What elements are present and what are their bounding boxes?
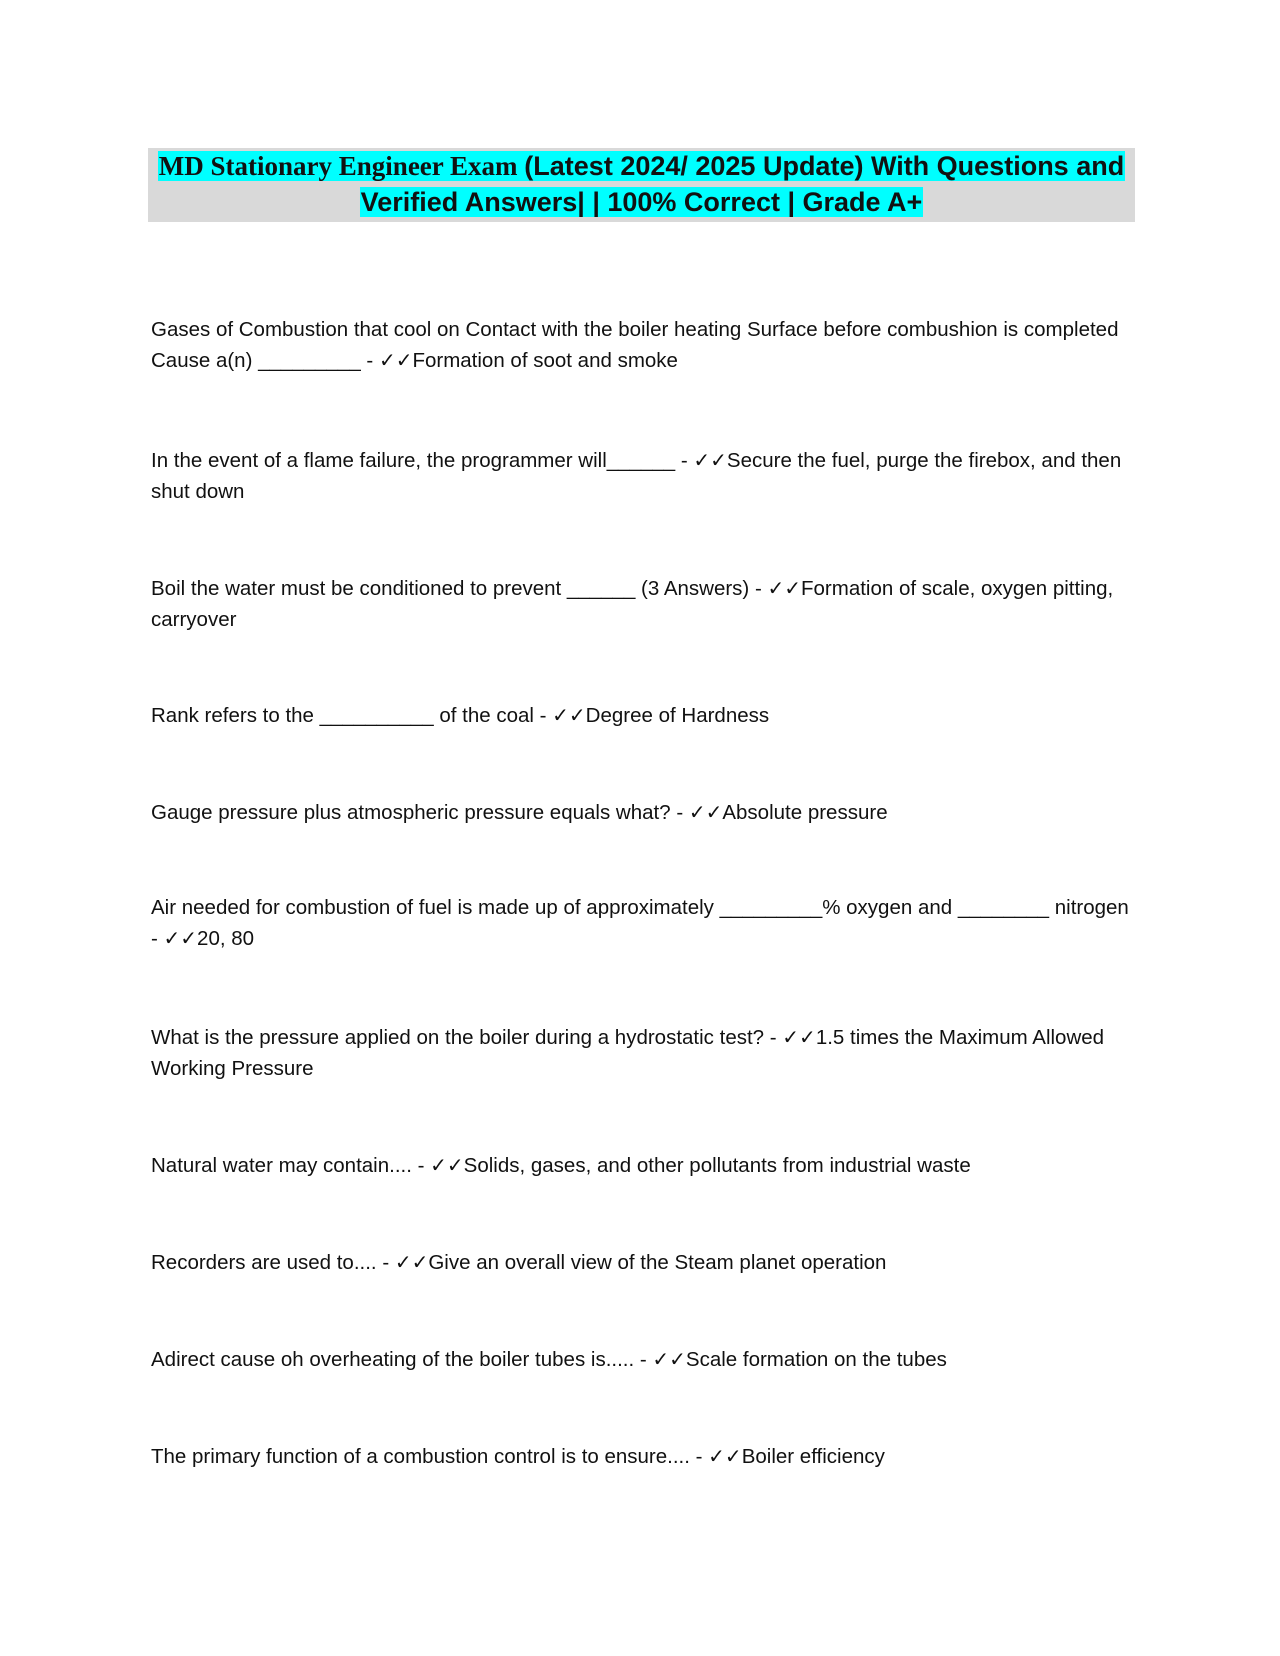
separator: - <box>360 349 379 372</box>
question-text: Rank refers to the __________ of the coal <box>151 704 534 727</box>
qa-item <box>151 1441 1131 1472</box>
question-text: Natural water may contain.... <box>151 1154 412 1177</box>
check-icon: ✓✓ <box>394 1250 429 1274</box>
answer-text: Boiler efficiency <box>741 1445 885 1468</box>
qa-item <box>151 445 1131 507</box>
title-exam-name: MD Stationary Engineer Exam <box>158 151 525 181</box>
question-text: Adirect cause oh overheating of the boiler tubes is..... <box>151 1348 635 1371</box>
answer-text: Solids, gases, and other pollutants from industrial waste <box>463 1154 971 1177</box>
answer-text: Formation of scale, oxygen pitting, carryover <box>151 577 1114 631</box>
answer-text: Scale formation on the tubes <box>685 1348 947 1371</box>
check-icon: ✓✓ <box>652 1347 686 1371</box>
separator: - <box>749 577 768 600</box>
check-icon: ✓✓ <box>693 448 727 472</box>
question-text: The primary function of a combustion control is to ensure.... <box>151 1445 690 1468</box>
answer-text: Give an overall view of the Steam planet operation <box>428 1251 887 1274</box>
qa-item <box>151 573 1131 635</box>
separator: - <box>634 1348 653 1371</box>
question-text: In the event of a flame failure, the programmer will______ <box>151 449 676 472</box>
qa-item <box>151 1022 1131 1084</box>
check-icon: ✓✓ <box>767 576 801 600</box>
check-icon: ✓✓ <box>708 1444 742 1468</box>
check-icon: ✓✓ <box>552 703 586 727</box>
check-icon: ✓✓ <box>378 348 413 372</box>
answer-text: Formation of soot and smoke <box>412 349 678 372</box>
qa-item <box>151 797 1131 828</box>
separator: - <box>376 1251 395 1274</box>
question-text: Air needed for combustion of fuel is made up of approximately _________% oxygen and ________ nitrogen <box>151 896 1129 919</box>
separator: - <box>151 927 164 950</box>
check-icon: ✓✓ <box>688 800 723 824</box>
answer-text: Secure the fuel, purge the firebox, and then shut down <box>151 449 1122 503</box>
question-text: Gases of Combustion that cool on Contact with the boiler heating Surface before combushion is completed Cause a(n) _________ <box>151 318 1119 372</box>
separator: - <box>675 449 694 472</box>
title-verified-text: Verified Answers| | 100% Correct | Grade A+ <box>360 187 923 217</box>
separator: - <box>689 1445 709 1468</box>
title-line-2 <box>148 184 1135 220</box>
answer-text: Degree of Hardness <box>585 704 770 727</box>
question-text: Gauge pressure plus atmospheric pressure equals what? <box>151 801 671 824</box>
separator: - <box>764 1026 783 1049</box>
separator: - <box>411 1154 431 1177</box>
title-update-text: (Latest 2024/ 2025 Update) With Questions and <box>524 151 1125 181</box>
separator: - <box>533 704 553 727</box>
question-text: Recorders are used to.... <box>151 1251 377 1274</box>
check-icon: ✓✓ <box>430 1153 464 1177</box>
qa-item <box>151 314 1131 376</box>
check-icon: ✓✓ <box>163 926 198 950</box>
question-text: What is the pressure applied on the boiler during a hydrostatic test? <box>151 1026 765 1049</box>
separator: - <box>670 801 689 824</box>
qa-item <box>151 1247 1131 1278</box>
qa-item <box>151 700 1131 731</box>
qa-item <box>151 1150 1131 1181</box>
title-line-1 <box>148 148 1135 184</box>
check-icon: ✓✓ <box>782 1025 816 1049</box>
answer-text: 1.5 times the Maximum Allowed Working Pressure <box>151 1026 1105 1080</box>
question-text: Boil the water must be conditioned to prevent ______ (3 Answers) <box>151 577 750 600</box>
qa-item <box>151 892 1131 954</box>
document-title <box>148 148 1135 222</box>
answer-text: Absolute pressure <box>722 801 888 824</box>
answer-text: 20, 80 <box>197 927 255 950</box>
qa-item <box>151 1344 1131 1375</box>
